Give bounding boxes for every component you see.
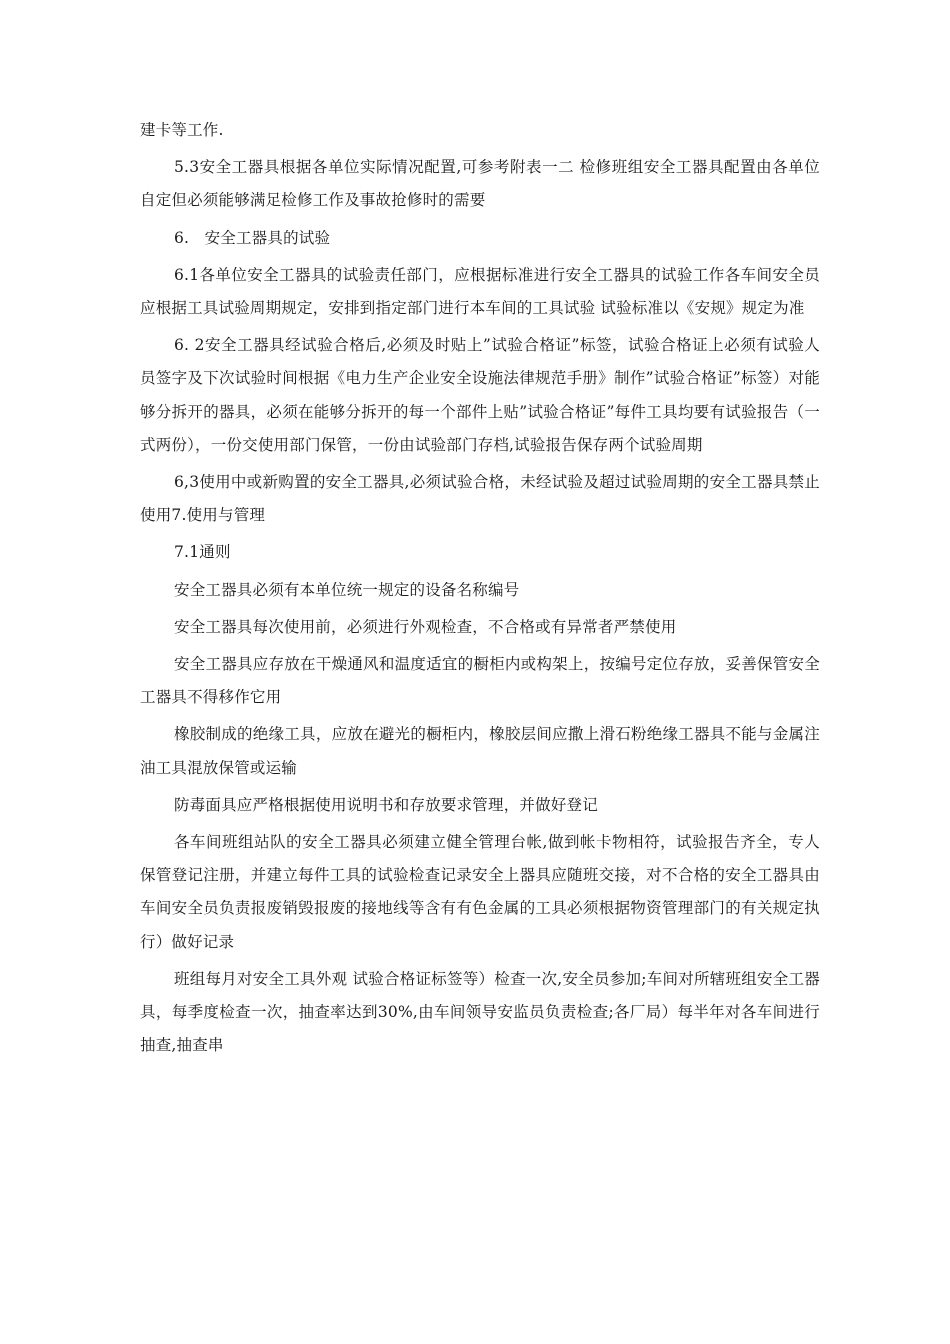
paragraph-6-1: 6.1各单位安全工器具的试验责任部门，应根据标准进行安全工器具的试验工作各车间安全员应根据工具试验周期规定，安排到指定部门进行本车间的工具试验 试验标准以《安规》规定为准	[140, 265, 820, 318]
document-body	[140, 114, 820, 1066]
paragraph-ledger-rule: 各车间班组站队的安全工器具必须建立健全管理台帐,做到帐卡物相符，试验报告齐全，专人保管登记注册，并建立每件工具的试验检查记录安全上器具应随班交接，对不合格的安全工器具由车间安全员负责报废销毁报废的接地线等含有有色金属的工具必须根据物资管理部门的有关规定执行）做好记录	[140, 833, 820, 951]
paragraph-6-2: 6. 2安全工器具经试验合格后,必须及时贴上”试验合格证”标签，试验合格证上必须有试验人员签字及下次试验时间根据《电力生产企业安全设施法律规范手册》制作”试验合格证”标签）对能够分拆开的器具，必须在能够分拆开的每一个部件上贴”试验合格证”每件工具均要有试验报告（一式两份），一份交使用部门保管，一份由试验部门存档,试验报告保存两个试验周期	[140, 336, 820, 454]
paragraph-6-3: 6,3使用中或新购置的安全工器具,必须试验合格，未经试验及超过试验周期的安全工器具禁止使用7.使用与管理	[140, 473, 820, 525]
paragraph-gas-mask-rule: 防毒面具应严格根据使用说明书和存放要求管理，并做好登记	[174, 795, 598, 814]
paragraph-monthly-check-rule: 班组每月对安全工具外观 试验合格证标签等）检查一次,安全员参加;车间对所辖班组安全工器具，每季度检查一次，抽查率达到30%,由车间领导安监员负责检查;各厂局）每半年对各车间进行抽查,抽查串	[140, 969, 820, 1055]
section-heading-7-1: 7.1通则	[174, 543, 231, 562]
paragraph-5-3: 5.3安全工器具根据各单位实际情况配置,可参考附表一二 检修班组安全工器具配置由各单位自定但必须能够满足检修工作及事故抢修时的需要	[140, 158, 820, 210]
section-heading-6: 6. 安全工器具的试验	[174, 228, 331, 247]
paragraph-continuation: 建卡等工作.	[140, 121, 224, 139]
paragraph-rubber-tools-rule: 橡胶制成的绝缘工具，应放在避光的橱柜内，橡胶层间应撒上滑石粉绝缘工器具不能与金属注油工具混放保管或运输	[140, 725, 820, 777]
paragraph-storage-rule: 安全工器具应存放在干燥通风和温度适宜的橱柜内或构架上，按编号定位存放，妥善保管安全工器具不得移作它用	[140, 655, 820, 707]
paragraph-numbering-rule: 安全工器具必须有本单位统一规定的设备名称编号	[174, 580, 520, 599]
paragraph-inspection-rule: 安全工器具每次使用前，必须进行外观检查，不合格或有异常者严禁使用	[174, 617, 677, 636]
